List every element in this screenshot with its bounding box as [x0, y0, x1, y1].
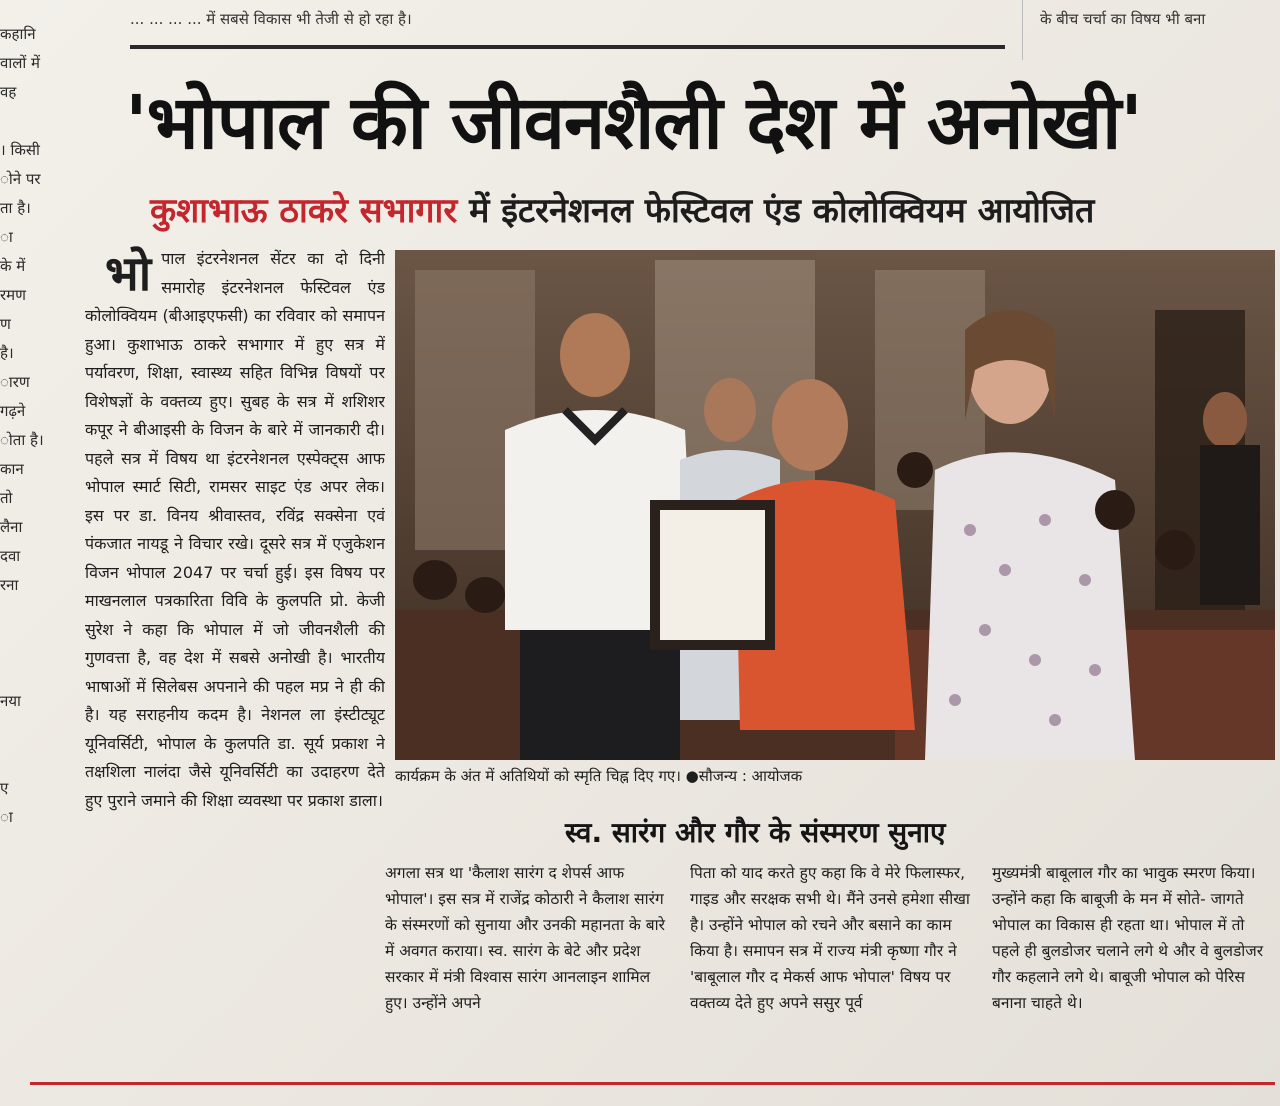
- section-column-2: पिता को याद करते हुए कहा कि वे मेरे फिलास्फर, गाइड और सरक्षक सभी थे। मैंने उनसे हमेशा सीखा है। उन्होंने भोपाल को रचने और बसाने का काम किया है। समापन सत्र में राज्य मंत्री कृष्णा गौर ने 'बाबूलाल गौर द मेकर्स आफ भोपाल' विषय पर वक्तव्य देते हुए अपने ससुर पूर्व: [690, 864, 970, 1012]
- previous-article-fragment: ... ... ... ... में सबसे विकास भी तेजी से हो रहा है।: [130, 10, 412, 28]
- left-fragment-line: दवा: [0, 547, 21, 565]
- left-fragment-line: वालों में: [0, 54, 41, 72]
- left-fragment-line: कहानि: [0, 25, 36, 43]
- column-divider: [1022, 0, 1023, 60]
- left-fragment-line: [0, 745, 70, 774]
- top-rule: [130, 45, 1005, 49]
- left-fragment-line: [0, 600, 70, 629]
- photo-caption: कार्यक्रम के अंत में अतिथियों को स्मृति चिह्न दिए गए। ●सौजन्य : आयोजक: [395, 767, 803, 785]
- photo-illustration: [395, 250, 1275, 760]
- section-column-3: मुख्यमंत्री बाबूलाल गौर का भावुक स्मरण किया। उन्होंने कहा कि बाबूजी के मन में सोते- जागते भोपाल का विकास ही रहता था। भोपाल में तो पहले ही बुलडोजर चलाने लगे थे और वे बुलडोजर गौर कहलाने लगे थे। बाबूजी भोपाल को पेरिस बनाना चाहते थे।: [992, 864, 1264, 1012]
- subheadline-rest: में इंटरनेशनल फेस्टिवल एंड कोलोक्वियम आयोजित: [469, 191, 1095, 231]
- left-fragment-line: वह: [0, 83, 17, 101]
- left-fragment-line: लैना: [0, 518, 23, 536]
- left-fragment-line: [0, 658, 70, 687]
- left-fragment-line: [0, 629, 70, 658]
- left-fragment-line: कान: [0, 460, 24, 478]
- bottom-rule: [30, 1082, 1275, 1085]
- left-fragment-line: ा: [0, 228, 13, 246]
- left-fragment-line: रमण: [0, 286, 26, 304]
- event-photo: [395, 250, 1275, 760]
- section-heading: स्व. सारंग और गौर के संस्मरण सुनाए: [565, 816, 946, 849]
- left-fragment-line: ारण: [0, 373, 30, 391]
- left-fragment-line: ता है।: [0, 199, 31, 217]
- left-fragment-line: है।: [0, 344, 14, 362]
- left-fragment-line: [0, 107, 70, 136]
- left-column-fragment: [0, 20, 70, 1060]
- left-fragment-line: रना: [0, 576, 19, 594]
- subheadline-venue: कुशाभाऊ ठाकरे सभागार: [150, 191, 458, 231]
- article-body-text: पाल इंटरनेशनल सेंटर का दो दिनी समारोह इंटरनेशनल फेस्टिवल एंड कोलोक्वियम (बीआइएफसी) का रविवार को समापन हुआ। कुशाभाऊ ठाकरे सभागार में हुए सत्र में पर्यावरण, शिक्षा, स्वास्थ्य सहित विभिन्न विषयों पर विशेषज्ञों के वक्तव्य हुए। सुबह के सत्र में शशिशर कपूर ने बीआइसी के विजन के बारे में जानकारी दी। पहले सत्र में विषय था इंटरनेशनल एस्पेक्ट्स आफ भोपाल स्मार्ट सिटी, रामसर साइट एंड अपर लेक। इस पर डा. विनय श्रीवास्तव, रविंद्र सक्सेना एवं पंकजात नायडू ने विचार रखे। दूसरे सत्र में एजुकेशन विजन भोपाल 2047 पर चर्चा हुई। इस विषय पर माखनलाल पत्रकारिता विवि के कुलपति प्रो. केजी सुरेश ने कहा कि भोपाल में जो जीवनशैली की गुणवत्ता है, वह देश में सबसे अनोखी है। भारतीय भाषाओं में सिलेबस अपनाने की पहल मप्र ने ही की है। यह सराहनीय कदम है। नेशनल ला इंस्टीट्यूट यूनिवर्सिटी, भोपाल के कुलपति डा. सूर्य प्रकाश ने तक्षशिला नालंदा जैसे यूनिवर्सिटी का उदाहरण देते हुए पुराने जमाने की शिक्षा व्यवस्था पर प्रकाश डाला।: [85, 249, 385, 810]
- left-fragment-line: ए: [0, 779, 9, 797]
- left-fragment-line: तो: [0, 489, 13, 507]
- adjacent-article-fragment: के बीच चर्चा का विषय भी बना: [1040, 10, 1206, 28]
- left-fragment-line: नया: [0, 692, 21, 710]
- left-fragment-line: के में: [0, 257, 26, 275]
- left-fragment-line: [0, 716, 70, 745]
- subheadline: [150, 183, 1260, 239]
- section-column-1: अगला सत्र था 'कैलाश सारंग द शेपर्स आफ भोपाल'। इस सत्र में राजेंद्र कोठारी ने कैलाश सारंग के संस्मरणों को सुनाया और उनकी महानता के बारे में अवगत कराया। स्व. सारंग के बेटे और प्रदेश सरकार में मंत्री विश्वास सारंग आनलाइन शामिल हुए। उन्होंने अपने: [385, 864, 665, 1012]
- article-body: [85, 245, 385, 1055]
- drop-cap: भो: [105, 246, 152, 302]
- left-fragment-line: ण: [0, 315, 11, 333]
- left-fragment-line: । किसी: [0, 141, 40, 159]
- left-fragment-line: ा: [0, 808, 13, 826]
- left-fragment-line: गढ़ने: [0, 402, 26, 420]
- left-fragment-line: ोने पर: [0, 170, 41, 188]
- left-fragment-line: ोता है।: [0, 431, 44, 449]
- headline: 'भोपाल की जीवनशैली देश में अनोखी': [125, 80, 1142, 166]
